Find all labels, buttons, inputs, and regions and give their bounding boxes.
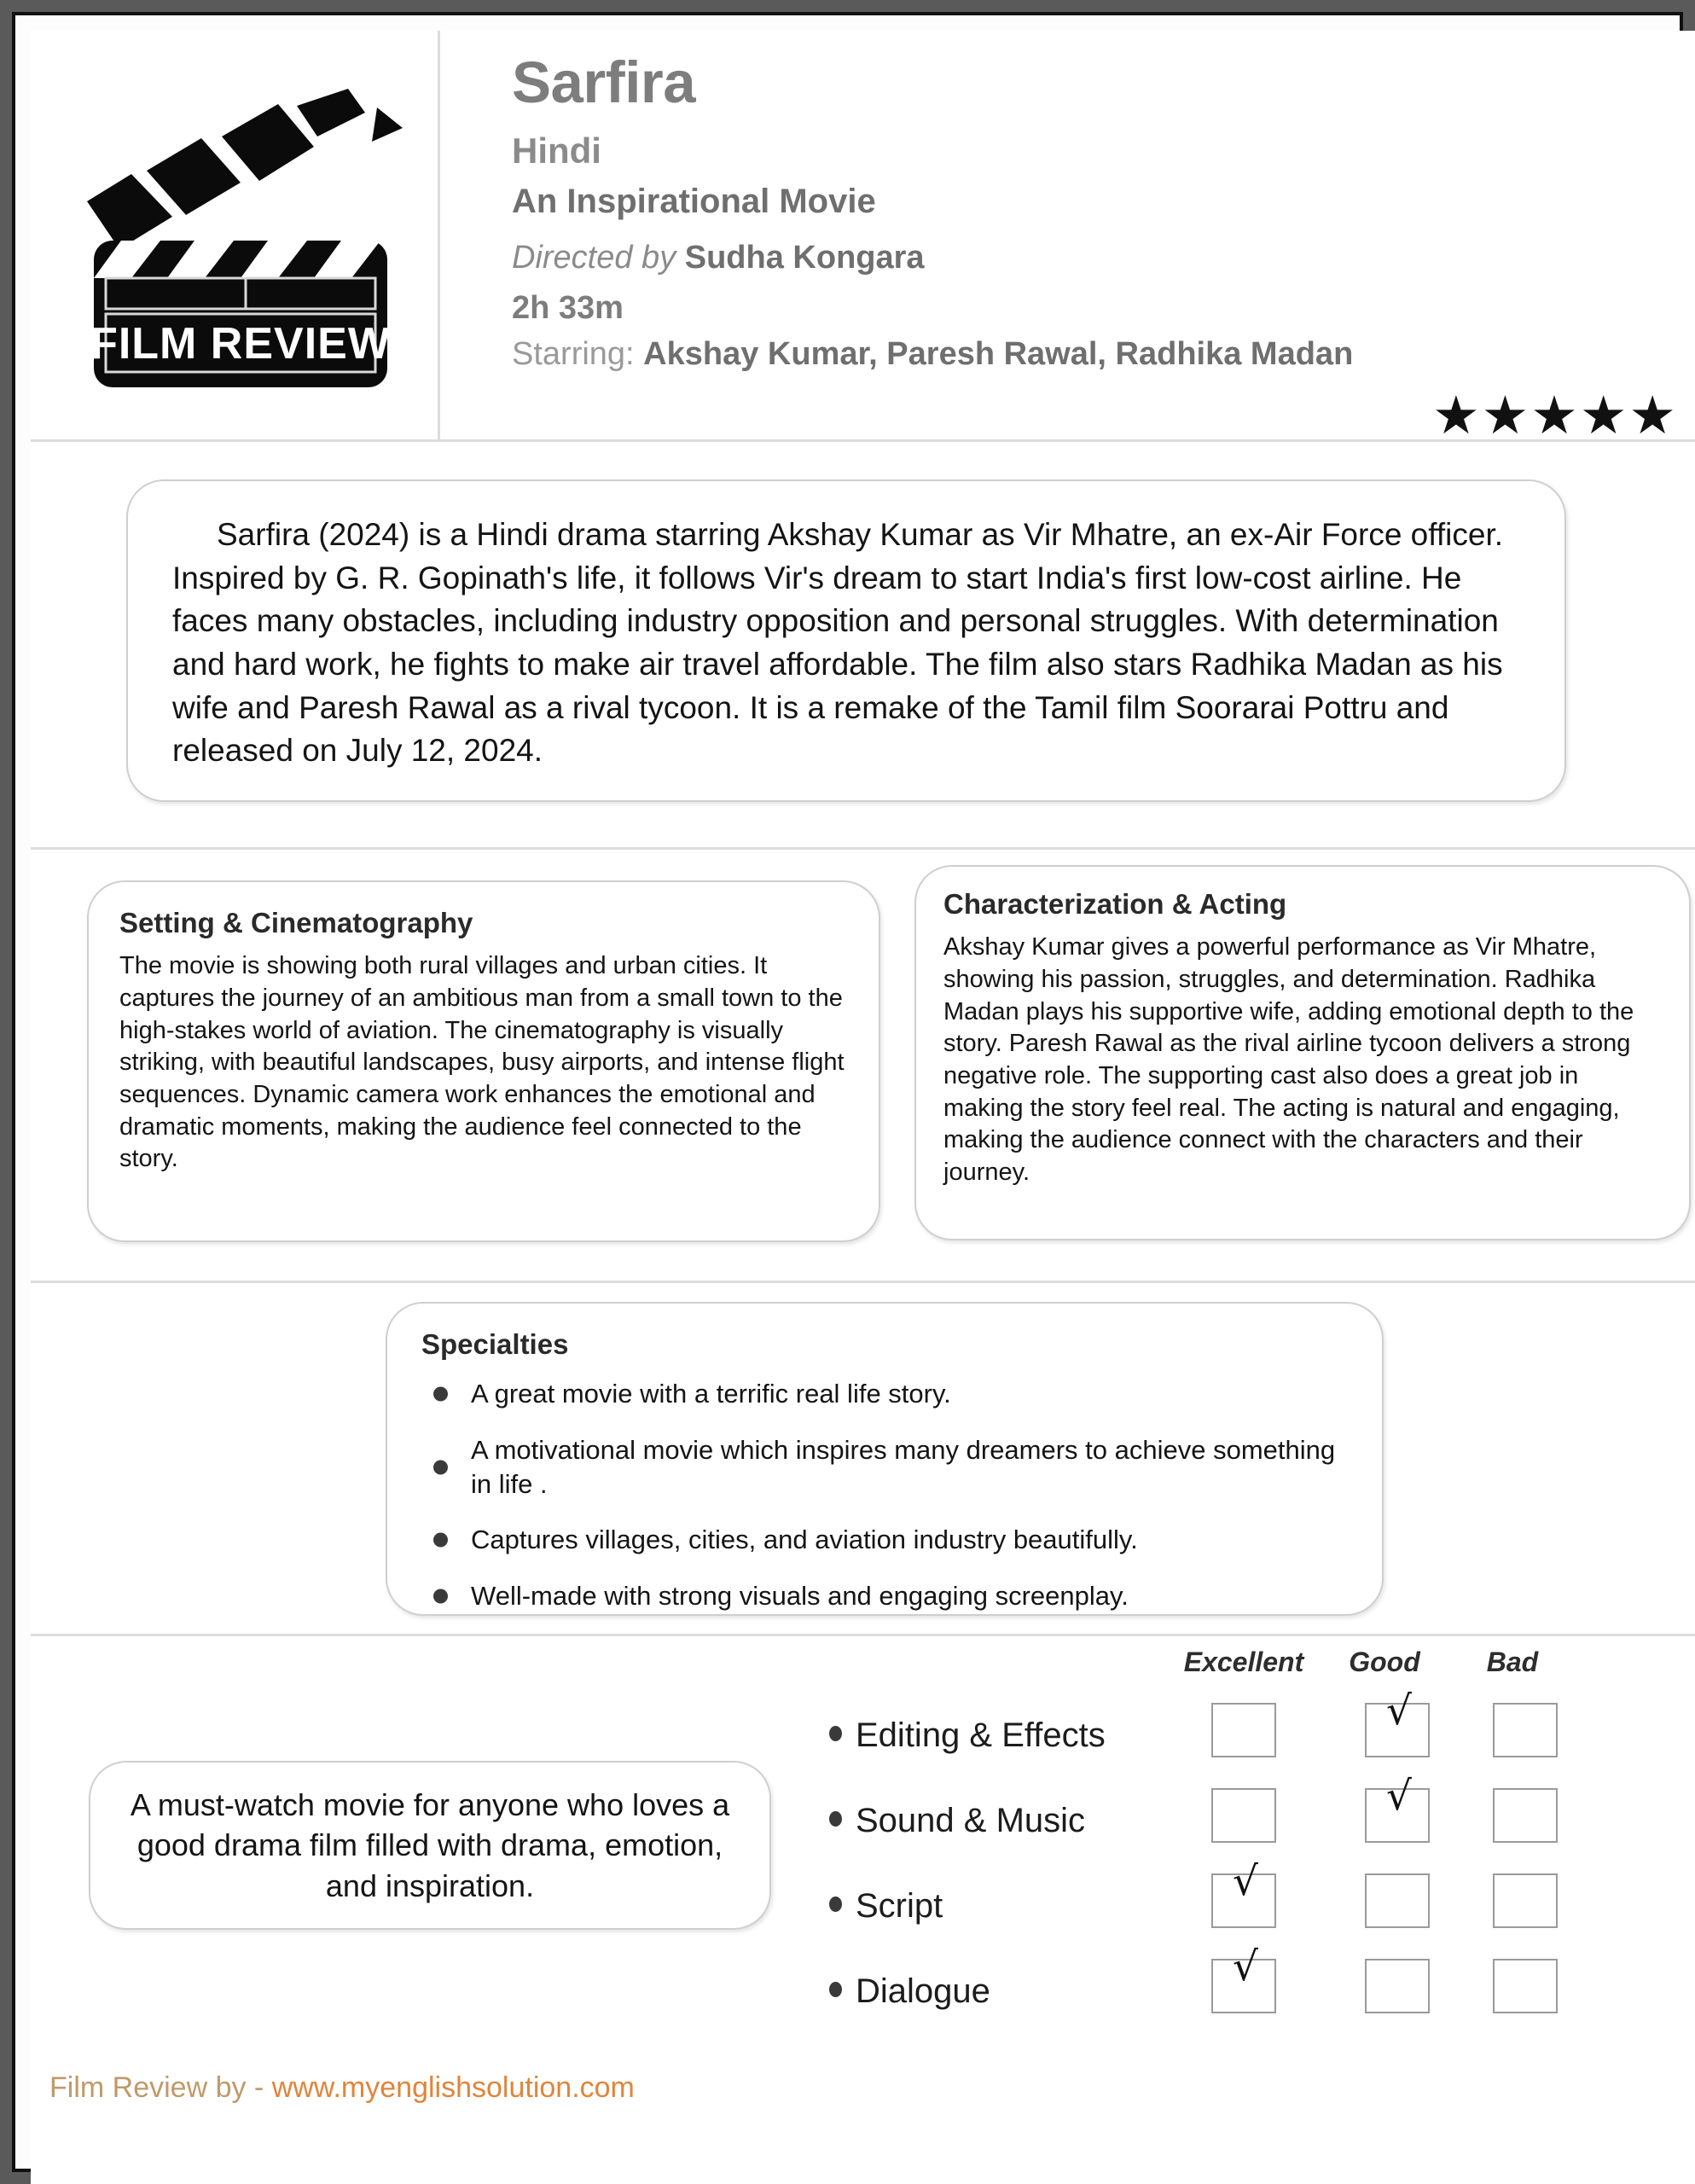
list-item [421,1377,1348,1411]
synopsis-card [126,479,1566,802]
rating-row-text: Sound & Music [856,1802,1086,1839]
rating-checkbox-excellent[interactable] [1211,1788,1276,1843]
analysis-section [31,850,1695,1283]
list-item [421,1523,1348,1557]
footer-by-label: Film Review by - [49,2071,272,2104]
bullet-icon [829,1982,842,1997]
list-item-label: A motivational movie which inspires many dreamers to achieve something in life . [471,1434,1336,1499]
movie-starring [512,338,1353,370]
verdict-card [89,1761,771,1930]
setting-heading: Setting & Cinematography [119,907,473,938]
rating-checkbox-excellent[interactable] [1211,1943,1276,2013]
movie-language: Hindi [512,131,601,171]
ratings-section [31,1636,1695,2114]
rating-row-label [829,1889,943,1923]
rating-checkbox-good[interactable] [1365,1773,1430,1843]
ratings-table [807,1647,1651,2044]
characterization-heading: Characterization & Acting [943,888,1287,920]
rating-checkbox-bad[interactable] [1493,1703,1558,1757]
rating-checkbox-good[interactable] [1365,1959,1430,2013]
page-title: Sarfira [512,49,696,115]
bullet-icon [829,1811,842,1827]
rating-row-text: Script [856,1887,943,1925]
check-mark-icon: √ [1386,1687,1412,1734]
list-item-label: A great movie with a terrific real life story. [471,1379,951,1409]
bullet-icon [433,1589,448,1603]
star-rating: ★★★★★ [1432,386,1678,445]
movie-tagline: An Inspirational Movie [512,183,876,220]
logo-cell [31,31,440,439]
rating-row-label [829,1718,1106,1752]
synopsis-section [31,442,1695,850]
footer-url[interactable]: www.myenglishsolution.com [271,2071,635,2104]
specialties-section [31,1283,1695,1636]
clapperboard-icon [65,89,409,396]
specialties-list [421,1377,1348,1612]
rating-checkbox-excellent[interactable] [1211,1703,1276,1757]
rating-checkbox-bad[interactable] [1493,1873,1558,1928]
rating-row-text: Editing & Effects [856,1716,1106,1754]
starring-label: Starring: [512,336,644,372]
characterization-acting-card [914,865,1691,1240]
movie-director [512,241,925,274]
table-row [807,1687,1651,1788]
column-header-bad: Bad [1486,1647,1539,1677]
characterization-body: Akshay Kumar gives a powerful performance as Vir Mhatre, showing his passion, struggles, and determination. Radhika Madan plays his supportive wife, adding emotional depth to the story. Paresh Rawal as the rival airline tycoon delivers a strong negative role. The supporting cast also does a great job in making the story feel real. The acting is natural and engaging, making the audience connect with the characters and their journey. [943,933,1634,1187]
check-mark-icon: √ [1386,1773,1412,1820]
column-header-good: Good [1349,1647,1420,1677]
table-row [807,1858,1651,1959]
rating-checkbox-bad[interactable] [1493,1959,1558,2013]
bullet-icon [829,1896,842,1912]
column-header-excellent: Excellent [1183,1647,1304,1677]
svg-text:FILM REVIEW: FILM REVIEW [90,319,391,369]
check-mark-icon: √ [1233,1943,1258,1990]
synopsis-text: Sarfira (2024) is a Hindi drama starring Akshay Kumar as Vir Mhatre, an ex-Air Force officer. Inspired by G. R. Gopinath's life, it follows Vir's dream to start India's first low-cost airline. He faces many obstacles, including industry opposition and personal struggles. With determination and hard work, he fights to make air travel affordable. The film also stars Radhika Madan as his wife and Paresh Rawal as a rival tycoon. It is a remake of the Tamil film Soorarai Pottru and released on July 12, 2024. [172,517,1504,769]
rating-row-text: Dialogue [856,1972,990,2010]
footer-credit [49,2073,635,2102]
verdict-text: A must-watch movie for anyone who loves a good drama film filled with drama, emotion, and inspiration. [130,1786,730,1903]
rating-checkbox-excellent[interactable] [1211,1858,1276,1928]
specialties-heading: Specialties [421,1328,569,1360]
table-row [807,1943,1651,2044]
bullet-icon [829,1726,842,1741]
director-label: Directed by [512,240,685,276]
rating-checkbox-good[interactable] [1365,1687,1430,1757]
setting-body: The movie is showing both rural villages and urban cities. It captures the journey of an ambitious man from a small town to the high-stakes world of aviation. The cinematography is visually striking, with beautiful landscapes, busy airports, and intense flight sequences. Dynamic camera work enhances the emotional and dramatic moments, making the audience feel connected to the story. [119,952,845,1173]
list-item [421,1433,1348,1501]
table-row [807,1773,1651,1873]
rating-row-label [829,1974,990,2008]
bullet-icon [433,1387,448,1402]
bullet-icon [433,1460,448,1474]
list-item-label: Captures villages, cities, and aviation industry beautifully. [471,1525,1138,1555]
page-frame-inner [12,12,1683,2172]
list-item [421,1579,1348,1613]
list-item-label: Well-made with strong visuals and engaging screenplay. [471,1580,1129,1611]
review-sheet [31,31,1695,2184]
rating-checkbox-good[interactable] [1365,1873,1430,1928]
rating-checkbox-bad[interactable] [1493,1788,1558,1843]
setting-cinematography-card [87,880,880,1242]
starring-names: Akshay Kumar, Paresh Rawal, Radhika Madan [643,336,1354,372]
check-mark-icon: √ [1233,1858,1258,1905]
specialties-card [386,1302,1384,1616]
ratings-table-header [807,1647,1651,1703]
header-section [31,31,1695,445]
rating-row-label [829,1804,1085,1838]
director-name: Sudha Kongara [684,240,925,276]
movie-meta [454,31,1695,445]
bullet-icon [433,1533,448,1548]
movie-runtime: 2h 33m [512,290,624,326]
